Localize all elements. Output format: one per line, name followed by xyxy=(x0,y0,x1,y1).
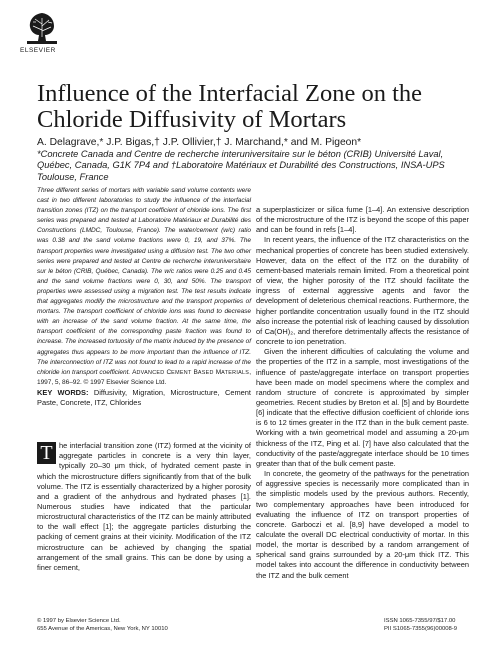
abstract-text: Three different series of mortars with variable sand volume contents were cast in two different laboratories to study the influence of the interfacial transition zones (ITZ) on the transport coefficient of chloride ions. The first series was prepared and tested at Laboratoire Matériaux et Durabilité des Constructions (LMDC, Toulouse, France). The water/cement (w/c) ratio was 0.38 and the sand volume fractions were 0, 19, and 37%. The transport properties were investigated using a diffusion test. The two other series were prepared and tested at Centre de recherche interuniversitaire sur le béton (CRIB, Québec, Canada). The w/c ratios were 0.25 and 0.45 and the sand volume fractions were 0, 30, and 50%. The transport properties were assessed using a migration test. The test results indicate that aggregates modify the microstructure and the transport properties of mortars. The transport coefficient of chloride ions was found to decrease with an increase of the sand volume fraction. At the same time, the transport coefficient of the corresponding paste fraction was found to increase. The increased tortuosity of the matrix induced by the presence of aggregates thus appears to be more important than the influence of ITZ. The interconnection of ITZ was not found to lead to a rapid increase of the chloride ion transport coefficient. xyxy=(37,187,251,376)
issn-footer xyxy=(384,618,457,633)
journal-letter: M xyxy=(215,368,222,376)
journal-smallcaps: DVANCED xyxy=(136,369,165,376)
keywords-text: Diffusivity, Migration, Microstructure, Cement Paste, Concrete, ITZ, Chlorides xyxy=(37,387,251,407)
intro-paragraph: he interfacial transition zone (ITZ) formed at the vicinity of aggregate particles in concrete is a very thin layer, typically 20–30 μm thick, of hydrated cement paste in which the microstructure differs significantly from that of the bulk volume. The ITZ is essentially characterized by a higher porosity and a gradient of the anhydrous and hydrated phases [1]. Numerous studies have indicated that the particular microstructural characteristics of the ITZ can be mainly attributed to the wall effect [1]; the aggregate particles disturbing the packing of cement grains at their vicinity. Modification of the ITZ microstructure can be achieved by changing the spatial arrangement of the small grains. This can be done by using a finer cement, xyxy=(37,441,251,572)
body-paragraph: In concrete, the geometry of the pathways for the penetration of aggressive species is necessarily more complicated than in the simplistic models used by the previous authors. Recently, two complementary approaches have been introduced for evaluating the influence of ITZ on transport properties of concrete. Garboczi et al. [8,9] have developed a model to calculate the overall DC electrical conductivity of mortar. In this model, the mortar is described by a random arrangement of spherical sand grains surrounded by a 20-μm thick ITZ. This model takes into account the difference in conductivity between the ITZ and the bulk cement xyxy=(256,469,469,580)
copyright-footer xyxy=(37,618,168,633)
author-block xyxy=(37,137,477,183)
right-column xyxy=(256,205,469,581)
journal-smallcaps: ATERIALS xyxy=(221,369,250,376)
drop-cap: T xyxy=(37,442,56,464)
left-column xyxy=(37,186,251,573)
publisher-name: ELSEVIER xyxy=(20,47,56,54)
journal-letter: C xyxy=(166,368,172,376)
author-affiliations: *Concrete Canada and Centre de recherche interuniversitaire sur le béton (CRIB) Université Laval, Québec, Canada, G1K 7P4 and †Laboratoire Matériaux et Durabilité des Constructions, INSA-UPS Toulouse, France xyxy=(37,148,445,182)
elsevier-tree-logo xyxy=(24,10,60,46)
pii-line: PII S1065-7355(96)00008-9 xyxy=(384,625,458,632)
journal-letter: B xyxy=(193,368,198,376)
keywords-label: KEY WORDS: xyxy=(37,387,89,397)
article-title: Influence of the Interfacial Zone on the Chloride Diffusivity of Mortars xyxy=(37,80,423,133)
copyright-line: © 1997 by Elsevier Science Ltd. xyxy=(37,618,121,624)
issn-line: ISSN 1065-7355/97/$17.00 xyxy=(384,618,456,624)
publisher-address: 655 Avenue of the Americas, New York, NY 10010 xyxy=(37,625,168,632)
introduction xyxy=(37,441,251,573)
journal-letter: A xyxy=(132,368,137,376)
journal-smallcaps: ASED xyxy=(197,369,214,376)
body-paragraph: In recent years, the influence of the ITZ characteristics on the mechanical properties of concrete has been studied extensively. However, data on the effect of the ITZ on the durability of cement-based materials remain limited. From a theoretical point of view, the higher porosity of the ITZ should facilitate the ingress of external aggressive agents and favor the development of deleterious chemical reactions. Furthermore, the higher portlandite concentration usually found in the ITZ should also increase the potential risk of leaching caused by dissolution of Ca(OH)₂, and therefore detrimentally affects the resistance of concrete to ion penetration. xyxy=(256,235,469,347)
journal-details: , 1997, 5, 86–92. © 1997 Elsevier Science Ltd. xyxy=(37,368,251,386)
journal-smallcaps: EMENT xyxy=(171,369,192,376)
body-paragraph: Given the inherent difficulties of calculating the volume and the properties of the ITZ in a sample, most investigations of the influence of paste/aggregate interface on transport properties have been made on model specimens where the complex and random structure of concrete is approximated by simpler geometries. Recent studies by Breton et al. [5] and by Bourdette [6] indicate that the effective diffusion coefficient of chloride ions is 6 to 12 times greater in the ITZ than in the bulk cement paste. Working with a twin geometrical model and assuming a 20-μm thickness of the ITZ, Ping et al. [7] have also calculated that the conductivity of the paste/aggregate interface should be 10 times greater than that of the bulk cement paste. xyxy=(256,347,469,468)
body-paragraph: a superplasticizer or silica fume [1–4]. An extensive description of the microstructure of the ITZ is beyond the scope of this paper and can be found in refs [1–4]. xyxy=(256,205,469,235)
abstract xyxy=(37,186,251,388)
keywords xyxy=(37,388,251,408)
author-names: A. Delagrave,* J.P. Bigas,† J.P. Ollivier,† J. Marchand,* and M. Pigeon* xyxy=(37,137,362,148)
